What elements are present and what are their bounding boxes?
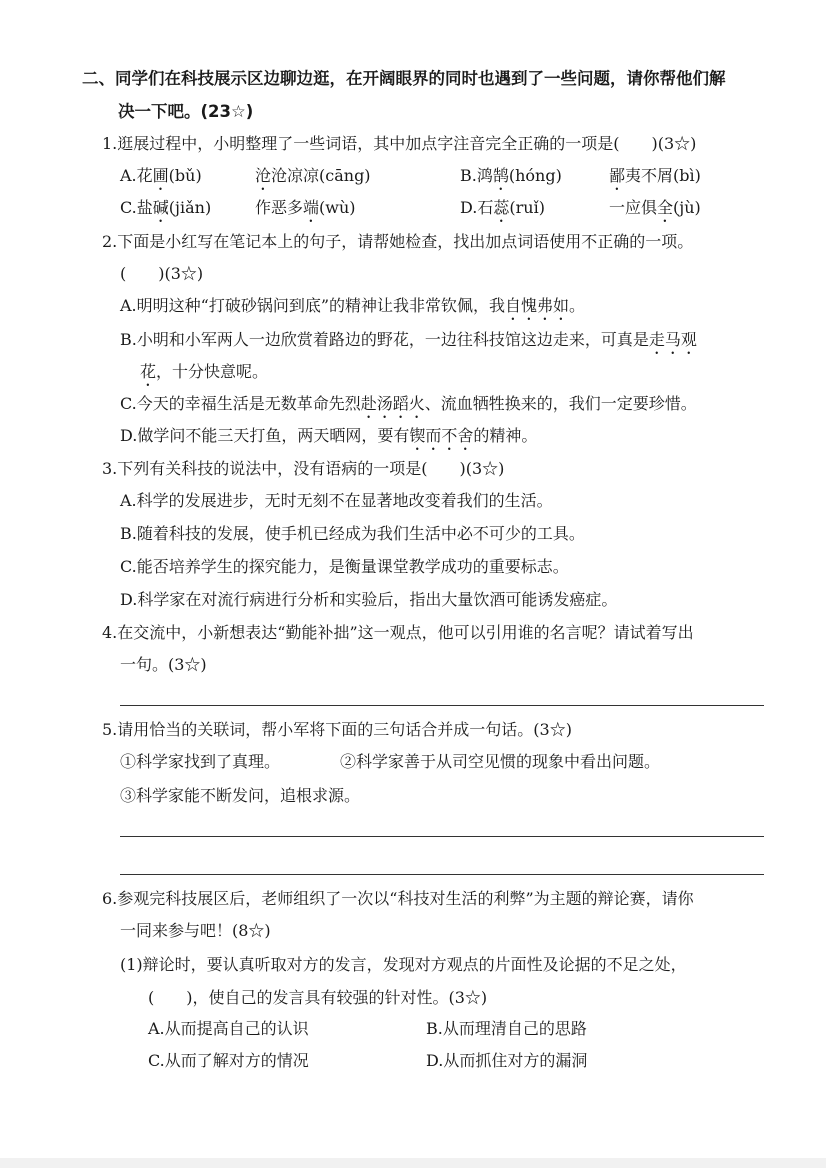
q4-stem: 4.在交流中，小新想表达“勤能补拙”这一观点，他可以引用谁的名言呢？请试着写出 (102, 623, 694, 642)
q5-answer-line-1[interactable] (120, 836, 764, 837)
q1-option-c[interactable]: C.盐碱(jiǎn) (120, 198, 212, 217)
q2-option-a[interactable]: A.明明这种“打破砂锅问到底”的精神让我非常钦佩，我自愧弗如。 (120, 296, 586, 315)
scan-bottom-edge (0, 1158, 826, 1168)
q6-sub1-answer-blank[interactable]: ( )，使自己的发言具有较强的针对性。(3☆) (148, 988, 488, 1007)
q6-sub1-stem: (1)辩论时，要认真听取对方的发言，发现对方观点的片面性及论据的不足之处， (120, 955, 687, 974)
q2-answer-blank[interactable]: ( )(3☆) (120, 264, 204, 283)
q6-sub1-option-d[interactable]: D.从而抓住对方的漏洞 (426, 1051, 588, 1070)
q2-option-b[interactable]: B.小明和小军两人一边欣赏着路边的野花，一边往科技馆这边走来，可真是走马观 (120, 330, 697, 349)
q2-option-b-cont: 花，十分快意呢。 (140, 362, 269, 381)
q1-option-b-word2: 鄙夷不屑(bì) (609, 166, 701, 185)
q2-option-d[interactable]: D.做学问不能三天打鱼，两天晒网，要有锲而不舍的精神。 (120, 426, 538, 445)
q1-option-a[interactable]: A.花圃(bǔ) (120, 166, 202, 185)
q2-stem: 2.下面是小红写在笔记本上的句子，请帮她检查，找出加点词语使用不正确的一项。 (102, 232, 694, 251)
q5-sentence-1: ①科学家找到了真理。 (120, 752, 281, 771)
q1-option-a-word2: 沧沧凉凉(cāng) (255, 166, 371, 185)
section-title: 二、同学们在科技展示区边聊边逛，在开阔眼界的同时也遇到了一些问题，请你帮他们解 (82, 69, 726, 88)
q4-stem-cont: 一句。(3☆) (120, 655, 207, 674)
q5-answer-line-2[interactable] (120, 874, 764, 875)
q1-stem: 1.逛展过程中，小明整理了一些词语，其中加点字注音完全正确的一项是( )(3☆) (102, 134, 697, 153)
q1-option-d[interactable]: D.石蕊(ruǐ) (460, 198, 545, 217)
q6-sub1-option-c[interactable]: C.从而了解对方的情况 (148, 1051, 309, 1070)
q3-option-d[interactable]: D.科学家在对流行病进行分析和实验后，指出大量饮酒可能诱发癌症。 (120, 590, 618, 609)
q6-stem-cont: 一同来参与吧！(8☆) (120, 921, 271, 940)
q3-option-c[interactable]: C.能否培养学生的探究能力，是衡量课堂教学成功的重要标志。 (120, 557, 569, 576)
q1-option-b[interactable]: B.鸿鹄(hóng) (460, 166, 562, 185)
q6-stem: 6.参观完科技展区后，老师组织了一次以“科技对生活的利弊”为主题的辩论赛，请你 (102, 889, 694, 908)
q3-stem: 3.下列有关科技的说法中，没有语病的一项是( )(3☆) (102, 459, 505, 478)
q1-option-d-word2: 一应俱全(jù) (609, 198, 701, 217)
q5-sentence-2: ②科学家善于从司空见惯的现象中看出问题。 (340, 752, 661, 771)
section-title-cont: 决一下吧。(23☆) (118, 102, 254, 121)
q6-sub1-option-b[interactable]: B.从而理清自己的思路 (426, 1019, 587, 1038)
q1-option-c-word2: 作恶多端(wù) (255, 198, 356, 217)
q3-option-b[interactable]: B.随着科技的发展，使手机已经成为我们生活中必不可少的工具。 (120, 524, 585, 543)
q6-sub1-option-a[interactable]: A.从而提高自己的认识 (148, 1019, 309, 1038)
q5-sentence-3: ③科学家能不断发问，追根求源。 (120, 786, 361, 805)
q3-option-a[interactable]: A.科学的发展进步，无时无刻不在显著地改变着我们的生活。 (120, 491, 553, 510)
q4-answer-line[interactable] (120, 705, 764, 706)
q5-stem: 5.请用恰当的关联词，帮小军将下面的三句话合并成一句话。(3☆) (102, 720, 572, 739)
q2-option-c[interactable]: C.今天的幸福生活是无数革命先烈赴汤蹈火、流血牺牲换来的，我们一定要珍惜。 (120, 394, 697, 413)
